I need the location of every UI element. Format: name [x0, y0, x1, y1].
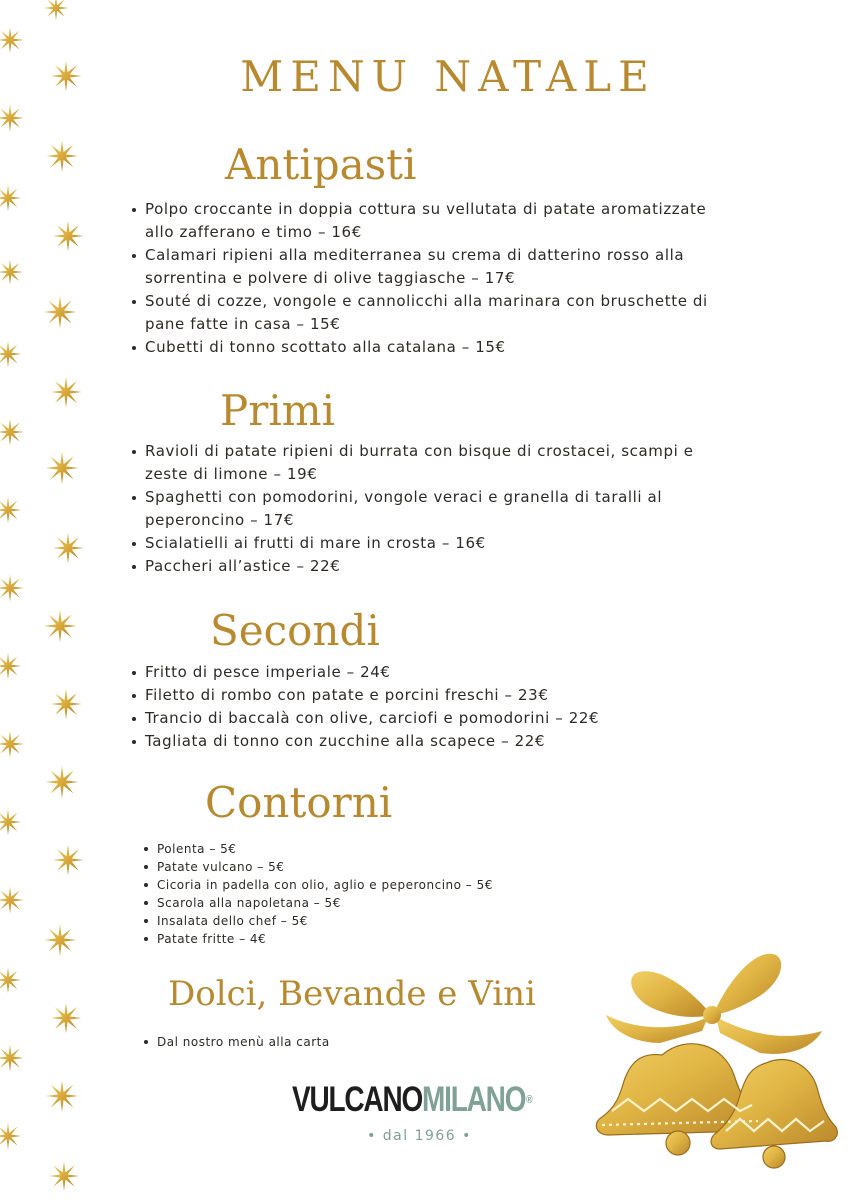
dolci-list — [141, 1033, 330, 1051]
gold-star-icon — [44, 924, 76, 956]
registered-mark: ® — [526, 1094, 533, 1106]
list-item — [129, 198, 708, 244]
logo-tagline: • dal 1966 • — [367, 1128, 472, 1144]
gold-star-icon — [53, 533, 84, 564]
gold-star-icon — [0, 1044, 24, 1071]
item-line: Souté di cozze, vongole e cannolicchi alla marinara con bruschette di — [145, 292, 708, 310]
gold-star-icon — [46, 452, 79, 485]
item-line: Filetto di rombo con patate e porcini freschi – 23€ — [145, 686, 549, 704]
gold-star-icon — [0, 341, 21, 367]
item-line: Insalata dello chef – 5€ — [157, 914, 308, 928]
item-line: Tagliata di tonno con zucchine alla scapece – 22€ — [145, 732, 546, 750]
gold-star-icon — [53, 845, 84, 876]
logo-text-vulcano: VULCANO — [292, 1080, 423, 1119]
gold-star-icon — [0, 1123, 21, 1149]
gold-star-icon — [44, 610, 77, 643]
gold-star-icon — [0, 418, 24, 445]
section-heading-dolci: Dolci, Bevande e Vini — [168, 974, 536, 1014]
section-heading-contorni: Contorni — [205, 778, 393, 827]
gold-star-icon — [0, 259, 23, 285]
gold-star-icon — [44, 0, 68, 20]
list-item — [141, 930, 493, 948]
list-item — [141, 1033, 330, 1051]
list-item — [129, 440, 694, 486]
gold-star-icon — [0, 730, 24, 757]
gold-star-icon — [0, 809, 21, 835]
antipasti-list — [129, 198, 708, 359]
item-line: Patate fritte – 4€ — [157, 932, 267, 946]
logo-text-milano: MILANO — [422, 1080, 526, 1119]
secondi-list — [129, 661, 599, 753]
item-line: sorrentina e polvere di olive taggiasche – 17€ — [145, 269, 516, 287]
item-line: Scarola alla napoletana – 5€ — [157, 896, 341, 910]
list-item — [129, 244, 708, 290]
gold-star-icon — [51, 1003, 82, 1034]
item-line: Scialatielli ai frutti di mare in crosta – 16€ — [145, 534, 486, 552]
list-item — [141, 840, 493, 858]
item-line: allo zafferano e timo – 16€ — [145, 223, 362, 241]
item-line: Trancio di baccalà con olive, carciofi e pomodorini – 22€ — [145, 709, 600, 727]
list-item — [129, 730, 599, 753]
item-line: Cubetti di tonno scottato alla catalana – 15€ — [145, 338, 506, 356]
christmas-bells-icon — [590, 935, 840, 1190]
gold-star-icon — [0, 653, 21, 679]
gold-star-icon — [0, 967, 21, 993]
section-heading-antipasti: Antipasti — [225, 140, 417, 189]
gold-star-icon — [0, 185, 21, 211]
section-heading-primi: Primi — [220, 386, 336, 435]
list-item — [141, 858, 493, 876]
list-item — [141, 894, 493, 912]
gold-star-icon — [46, 766, 79, 799]
list-item — [129, 661, 599, 684]
star-border — [0, 0, 110, 1200]
item-line: Fritto di pesce imperiale – 24€ — [145, 663, 391, 681]
gold-star-icon — [0, 27, 23, 53]
gold-star-icon — [51, 377, 82, 408]
item-line: zeste di limone – 19€ — [145, 465, 318, 483]
item-line: Spaghetti con pomodorini, vongole veraci e granella di taralli al — [145, 488, 663, 506]
gold-star-icon — [51, 689, 82, 720]
list-item — [129, 336, 708, 359]
item-line: Dal nostro menù alla carta — [157, 1035, 330, 1049]
gold-star-icon — [0, 574, 24, 601]
list-item — [129, 486, 694, 532]
item-line: Patate vulcano – 5€ — [157, 860, 285, 874]
list-item — [129, 290, 708, 336]
gold-star-icon — [0, 104, 24, 131]
menu-title: MENU NATALE — [240, 52, 656, 101]
item-line: Cicoria in padella con olio, aglio e peperoncino – 5€ — [157, 878, 493, 892]
gold-star-icon — [0, 886, 24, 913]
gold-star-icon — [0, 497, 21, 523]
gold-star-icon — [49, 1161, 79, 1191]
gold-star-icon — [46, 1080, 78, 1112]
gold-star-icon — [46, 140, 78, 172]
contorni-list — [141, 840, 493, 948]
gold-star-icon — [53, 221, 84, 252]
item-line: Polpo croccante in doppia cottura su vellutata di patate aromatizzate — [145, 200, 707, 218]
item-line: Ravioli di patate ripieni di burrata con bisque di crostacei, scampi e — [145, 442, 694, 460]
list-item — [129, 532, 694, 555]
logo-wordmark — [292, 1080, 533, 1120]
primi-list — [129, 440, 694, 578]
item-line: Paccheri all’astice – 22€ — [145, 557, 341, 575]
gold-star-icon — [44, 296, 77, 329]
brand-logo — [292, 1080, 547, 1144]
item-line: pane fatte in casa – 15€ — [145, 315, 341, 333]
list-item — [141, 876, 493, 894]
item-line: Calamari ripieni alla mediterranea su crema di datterino rosso alla — [145, 246, 685, 264]
list-item — [129, 707, 599, 730]
list-item — [129, 555, 694, 578]
item-line: peperoncino – 17€ — [145, 511, 294, 529]
section-heading-secondi: Secondi — [210, 606, 380, 655]
list-item — [141, 912, 493, 930]
item-line: Polenta – 5€ — [157, 842, 237, 856]
list-item — [129, 684, 599, 707]
